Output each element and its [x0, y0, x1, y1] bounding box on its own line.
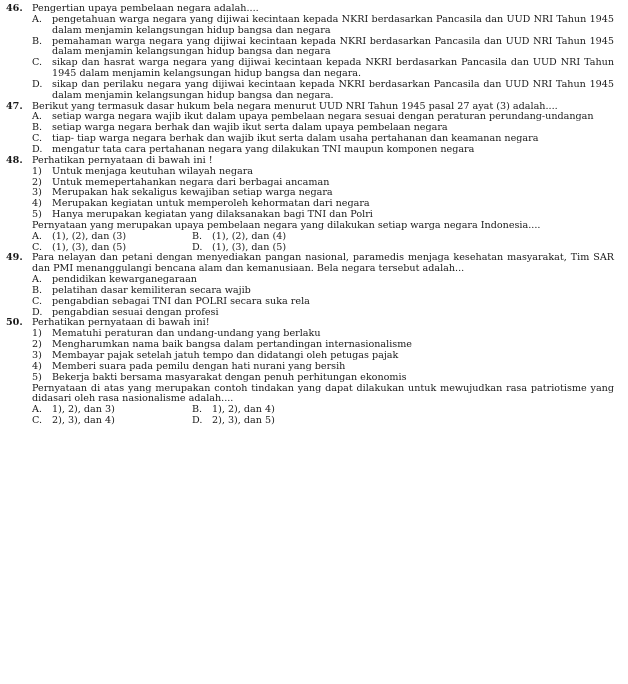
choice-text: 1), 2), dan 3): [52, 404, 115, 416]
item-label: 1): [32, 165, 42, 177]
option-c: [32, 297, 614, 308]
option-label: C.: [32, 295, 43, 307]
item-label: 5): [32, 209, 42, 221]
question-text: Pengertian upaya pembelaan negara adalah....: [32, 3, 259, 14]
option-text: tiap- tiap warga negara berhak dan wajib ikut serta dalam usaha pertahanan dan keamanan negara: [52, 133, 539, 145]
question-text: Berikut yang termasuk dasar hukum bela negara menurut UUD NRI Tahun 1945 pasal 27 ayat (3) adalah....: [32, 100, 558, 112]
item-label: 2): [32, 339, 42, 351]
item-label: 3): [32, 187, 42, 199]
choice-a: [32, 232, 192, 243]
choice-text: 2), 3), dan 5): [212, 415, 275, 427]
choice-row: [32, 416, 614, 427]
question-text: Para nelayan dan petani dengan menyediakan pangan nasional, paramedis menjaga kesehatan masyarakat, Tim SAR dan PMI menanggulangi bencana alam dan kemanusiaan. Bela negara tersebut adalah...: [32, 252, 614, 275]
item-text: Mematuhi peraturan dan undang-undang yang berlaku: [52, 328, 321, 340]
option-label: A.: [32, 274, 42, 286]
question-statement: Pernyataan yang merupakan upaya pembelaan negara yang dilakukan setiap warga negara Indonesia....: [32, 219, 541, 231]
item-label: 4): [32, 360, 42, 372]
item-text: Untuk memepertahankan negara dari berbagai ancaman: [52, 176, 330, 188]
question-number: 47.: [6, 100, 23, 112]
choice-text: (1), (3), dan (5): [212, 241, 287, 253]
item-text: Merupakan kegiatan untuk memperoleh kehormatan dari negara: [52, 198, 370, 210]
option-label: D.: [32, 143, 43, 155]
option-text: pendidikan kewarganegaraan: [52, 274, 197, 286]
item-label: 3): [32, 350, 42, 361]
question-49: [6, 253, 614, 318]
choice-b: [192, 232, 286, 243]
option-b: [32, 37, 614, 59]
item-text: Untuk menjaga keutuhan wilayah negara: [52, 165, 254, 177]
option-text: sikap dan perilaku negara yang dijiwai kecintaan kepada NKRI berdasarkan Pancasila dan UUD NRI Tahun 1945 dalam menjamin kelangsungan hidup bangsa dan negara.: [52, 78, 614, 101]
question-number: 46.: [6, 3, 23, 14]
option-text: pemahaman warga negara yang dijiwai kecintaan kepada NKRI berdasarkan Pancasila dan UUD NRI Tahun 1945 dalam menjamin kelangsungan hidup bangsa dan negara: [52, 35, 614, 58]
item-label: 5): [32, 371, 42, 383]
option-text: pelatihan dasar kemiliteran secara wajib: [52, 284, 251, 296]
choice-label: B.: [192, 230, 203, 242]
question-48: [6, 156, 614, 254]
choice-text: (1), (2), dan (3): [52, 230, 127, 242]
statement-item: [32, 373, 614, 384]
option-label: D.: [32, 78, 43, 90]
question-number: 48.: [6, 154, 23, 166]
item-text: Hanya merupakan kegiatan yang dilaksanakan bagi TNI dan Polri: [52, 209, 373, 221]
question-text: Perhatikan pernyataan di bawah ini !: [32, 154, 213, 166]
option-text: setiap warga negara berhak dan wajib ikut serta dalam upaya pembelaan negara: [52, 122, 448, 134]
choice-text: 1), 2), dan 4): [212, 404, 275, 416]
option-label: B.: [32, 35, 43, 47]
option-a: [32, 15, 614, 37]
question-number: 50.: [6, 317, 23, 329]
choice-c: [32, 416, 192, 427]
choice-text: (1), (2), dan (4): [212, 230, 287, 242]
item-text: Bekerja bakti bersama masyarakat dengan penuh perhitungan ekonomis: [52, 371, 407, 383]
question-50: [6, 318, 614, 426]
choice-row: [32, 405, 614, 416]
item-text: Merupakan hak sekaligus kewajiban setiap warga negara: [52, 187, 333, 199]
option-text: setiap warga negara wajib ikut dalam upaya pembelaan negara sesuai dengan peraturan perundang-undangan: [52, 111, 594, 123]
option-label: A.: [32, 111, 42, 123]
option-text: mengatur tata cara pertahanan negara yang dilakukan TNI maupun komponen negara: [52, 143, 475, 155]
option-label: A.: [32, 13, 42, 25]
option-label: C.: [32, 57, 43, 69]
question-text: Perhatikan pernyataan di bawah ini!: [32, 317, 210, 329]
question-statement: Pernyataan di atas yang merupakan contoh tindakan yang dapat dilakukan untuk mewujudkan rasa patriotisme yang didasari oleh rasa nasionalisme adalah....: [32, 382, 614, 405]
item-label: 1): [32, 328, 42, 340]
question-number: 49.: [6, 252, 23, 264]
statement-item: [32, 167, 614, 178]
option-c: [32, 58, 614, 80]
choice-d: [192, 416, 275, 427]
choice-text: (1), (3), dan (5): [52, 241, 127, 253]
option-label: C.: [32, 133, 43, 145]
choice-row: [32, 232, 614, 243]
option-d: [32, 80, 614, 102]
choice-label: A.: [32, 404, 42, 416]
choice-label: C.: [32, 415, 43, 427]
item-label: 4): [32, 198, 42, 210]
item-text: Mengharumkan nama baik bangsa dalam pertandingan internasionalisme: [52, 339, 412, 351]
option-label: B.: [32, 122, 43, 134]
item-label: 2): [32, 176, 42, 188]
choice-label: D.: [192, 415, 203, 427]
item-text: Memberi suara pada pemilu dengan hati nurani yang bersih: [52, 360, 346, 372]
question-47: [6, 102, 614, 156]
choice-label: A.: [32, 230, 42, 242]
item-text: Membayar pajak setelah jatuh tempo dan didatangi oleh petugas pajak: [52, 350, 399, 361]
question-46: [6, 4, 614, 102]
option-text: pengabdian sesuai dengan profesi: [52, 306, 219, 318]
option-text: sikap dan hasrat warga negara yang dijiwai kecintaan kepada NKRI berdasarkan Pancasila dan UUD NRI Tahun 1945 dalam menjamin kelangsungan hidup bangsa dan negara.: [52, 57, 614, 80]
choice-label: D.: [192, 241, 203, 253]
choice-label: B.: [192, 404, 203, 416]
choice-text: 2), 3), dan 4): [52, 415, 115, 427]
choice-label: C.: [32, 241, 43, 253]
option-text: pengetahuan warga negara yang dijiwai kecintaan kepada NKRI berdasarkan Pancasila dan UUD NRI Tahun 1945 dalam menjamin kelangsungan hidup bangsa dan negara: [52, 13, 614, 36]
option-label: B.: [32, 284, 43, 296]
option-text: pengabdian sebagai TNI dan POLRI secara suka rela: [52, 295, 310, 307]
option-label: D.: [32, 306, 43, 318]
